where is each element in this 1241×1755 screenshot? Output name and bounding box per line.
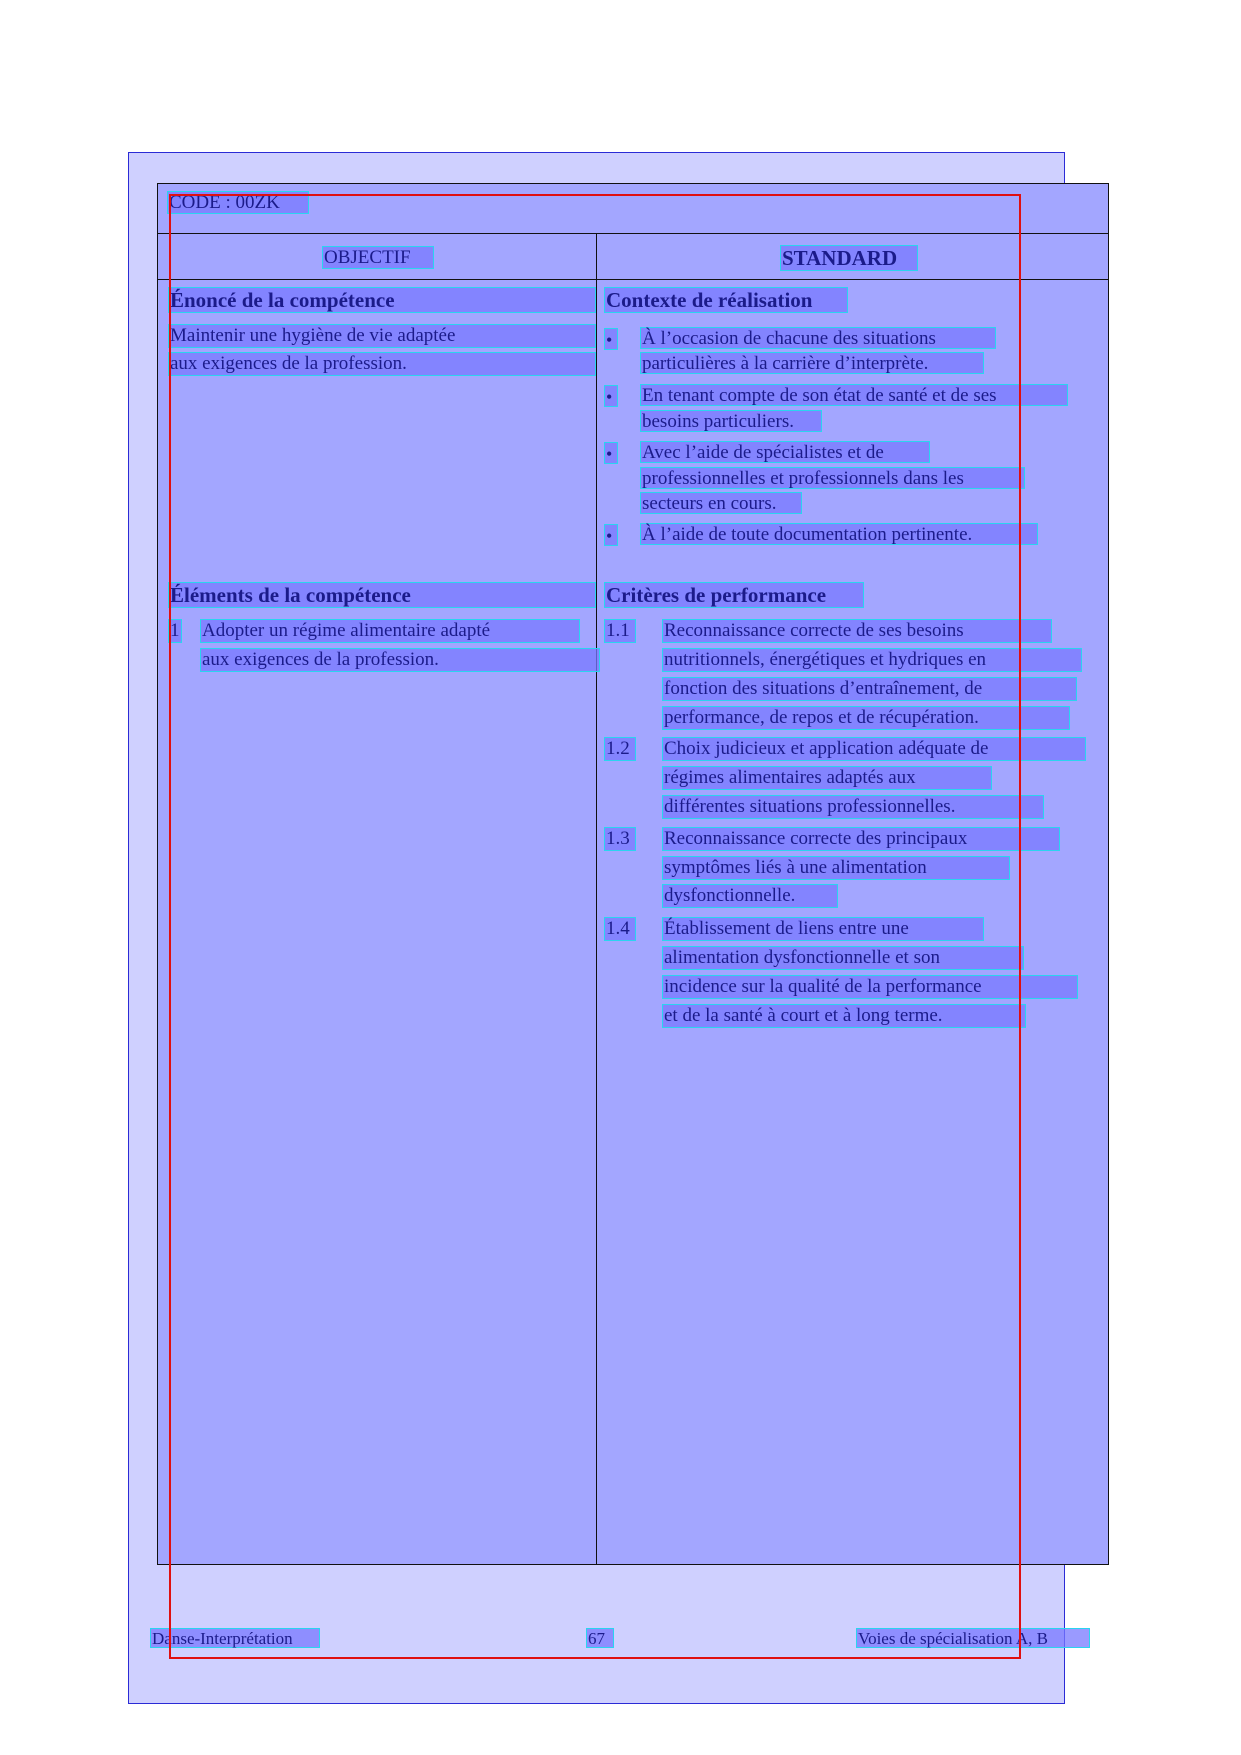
contexte-title: Contexte de réalisation bbox=[604, 287, 848, 313]
element-1-line-2: aux exigences de la profession. bbox=[200, 648, 600, 672]
contexte-bullet-2-line-2: besoins particuliers. bbox=[640, 410, 822, 432]
critere-1-line-1: Reconnaissance correcte de ses besoins bbox=[662, 619, 1052, 643]
enonce-title: Énoncé de la compétence bbox=[168, 287, 596, 313]
contexte-bullet-4-mark: • bbox=[604, 524, 618, 546]
critere-2-line-2: régimes alimentaires adaptés aux bbox=[662, 766, 992, 790]
critere-4-line-2: alimentation dysfonctionnelle et son bbox=[662, 946, 1024, 970]
critere-4-line-3: incidence sur la qualité de la performance bbox=[662, 975, 1078, 999]
contexte-bullet-3-line-3: secteurs en cours. bbox=[640, 492, 802, 514]
critere-1-line-2: nutritionnels, énergétiques et hydriques en bbox=[662, 648, 1082, 672]
column-divider bbox=[596, 233, 597, 1565]
element-1-line-1: Adopter un régime alimentaire adapté bbox=[200, 619, 580, 643]
contexte-bullet-3-line-1: Avec l’aide de spécialistes et de bbox=[640, 441, 930, 463]
critere-1-number: 1.1 bbox=[604, 619, 636, 643]
contexte-bullet-2-line-1: En tenant compte de son état de santé et de ses bbox=[640, 384, 1068, 406]
contexte-bullet-1-line-2: particulières à la carrière d’interprète. bbox=[640, 352, 984, 374]
critere-1-line-4: performance, de repos et de récupération. bbox=[662, 706, 1070, 730]
enonce-line-1: Maintenir une hygiène de vie adaptée bbox=[168, 324, 596, 348]
critere-2-line-1: Choix judicieux et application adéquate de bbox=[662, 737, 1086, 761]
footer-page-number: 67 bbox=[586, 1628, 614, 1648]
critere-2-line-3: différentes situations professionnelles. bbox=[662, 795, 1044, 819]
critere-4-line-1: Établissement de liens entre une bbox=[662, 917, 984, 941]
contexte-bullet-1-line-1: À l’occasion de chacune des situations bbox=[640, 327, 996, 349]
header-bottom-rule bbox=[157, 279, 1109, 280]
contexte-bullet-1-mark: • bbox=[604, 328, 618, 350]
critere-3-line-1: Reconnaissance correcte des principaux bbox=[662, 827, 1060, 851]
objectif-header: OBJECTIF bbox=[322, 246, 434, 269]
footer-left: Danse-Interprétation bbox=[150, 1628, 320, 1648]
contexte-bullet-2-mark: • bbox=[604, 385, 618, 407]
element-1-number: 1 bbox=[168, 619, 182, 643]
critere-4-number: 1.4 bbox=[604, 917, 636, 941]
contexte-bullet-3-line-2: professionnelles et professionnels dans les bbox=[640, 467, 1025, 489]
code-label: CODE : 00ZK bbox=[167, 191, 309, 214]
critere-2-number: 1.2 bbox=[604, 737, 636, 761]
contexte-bullet-4-line-1: À l’aide de toute documentation pertinente. bbox=[640, 523, 1038, 545]
critere-4-line-4: et de la santé à court et à long terme. bbox=[662, 1004, 1026, 1028]
enonce-line-2: aux exigences de la profession. bbox=[168, 352, 596, 376]
critere-3-line-2: symptômes liés à une alimentation bbox=[662, 856, 1010, 880]
critere-1-line-3: fonction des situations d’entraînement, de bbox=[662, 677, 1077, 701]
standard-header: STANDARD bbox=[780, 245, 918, 271]
header-top-rule bbox=[157, 233, 1109, 234]
contexte-bullet-3-mark: • bbox=[604, 442, 618, 464]
critere-3-line-3: dysfonctionnelle. bbox=[662, 884, 838, 908]
elements-title: Éléments de la compétence bbox=[168, 582, 596, 608]
criteres-title: Critères de performance bbox=[604, 582, 864, 608]
footer-right: Voies de spécialisation A, B bbox=[856, 1628, 1090, 1648]
critere-3-number: 1.3 bbox=[604, 827, 636, 851]
